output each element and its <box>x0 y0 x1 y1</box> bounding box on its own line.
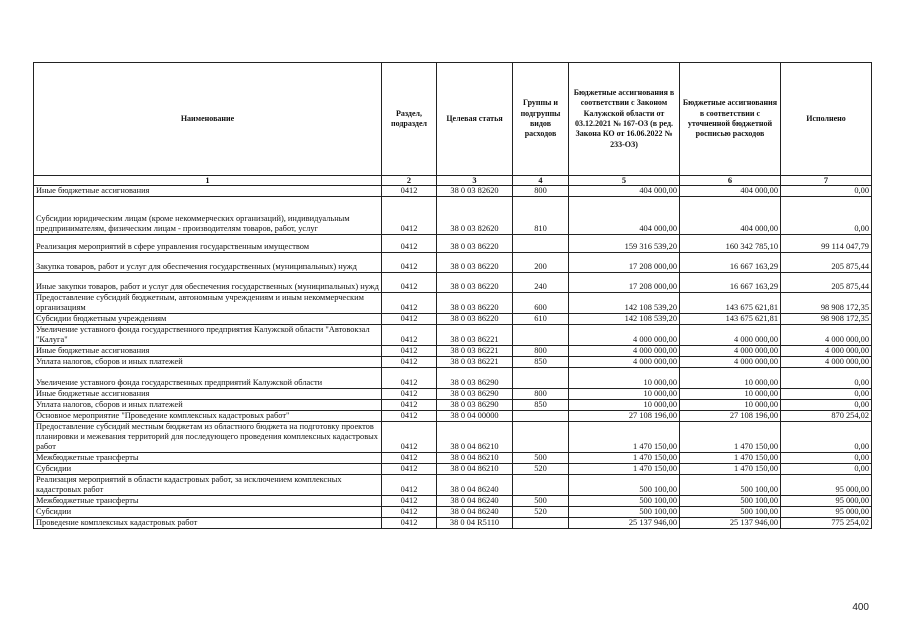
row-refined-amount: 404 000,00 <box>680 186 781 197</box>
row-law-amount: 17 208 000,00 <box>569 253 680 273</box>
row-expense-group <box>513 475 569 496</box>
row-law-amount: 1 470 150,00 <box>569 464 680 475</box>
header-executed: Исполнено <box>781 63 872 176</box>
row-name: Уплата налогов, сборов и иных платежей <box>34 400 382 411</box>
row-refined-amount: 143 675 621,81 <box>680 293 781 314</box>
row-executed-amount: 0,00 <box>781 186 872 197</box>
row-expense-group: 610 <box>513 314 569 325</box>
row-expense-group: 800 <box>513 389 569 400</box>
row-executed-amount: 775 254,02 <box>781 518 872 529</box>
table-row <box>34 293 872 314</box>
row-name: Субсидии бюджетным учреждениям <box>34 314 382 325</box>
table-row <box>34 325 872 346</box>
row-executed-amount: 205 875,44 <box>781 273 872 293</box>
row-refined-amount: 10 000,00 <box>680 389 781 400</box>
row-law-amount: 159 316 539,20 <box>569 235 680 253</box>
row-refined-amount: 500 100,00 <box>680 475 781 496</box>
column-number: 3 <box>437 176 513 186</box>
row-section: 0412 <box>382 325 437 346</box>
row-section: 0412 <box>382 507 437 518</box>
row-section: 0412 <box>382 518 437 529</box>
row-expense-group: 520 <box>513 507 569 518</box>
row-section: 0412 <box>382 273 437 293</box>
row-expense-group <box>513 368 569 389</box>
row-expense-group: 850 <box>513 400 569 411</box>
row-target-article: 38 0 04 86240 <box>437 507 513 518</box>
row-law-amount: 500 100,00 <box>569 475 680 496</box>
budget-table <box>33 62 872 529</box>
row-target-article: 38 0 03 82620 <box>437 186 513 197</box>
table-row <box>34 411 872 422</box>
row-section: 0412 <box>382 293 437 314</box>
row-executed-amount: 870 254,02 <box>781 411 872 422</box>
row-expense-group: 520 <box>513 464 569 475</box>
table-row <box>34 368 872 389</box>
row-executed-amount: 98 908 172,35 <box>781 293 872 314</box>
table-row <box>34 186 872 197</box>
row-executed-amount: 4 000 000,00 <box>781 325 872 346</box>
row-expense-group: 500 <box>513 453 569 464</box>
row-target-article: 38 0 04 86210 <box>437 453 513 464</box>
row-target-article: 38 0 03 86221 <box>437 325 513 346</box>
row-section: 0412 <box>382 314 437 325</box>
page-number: 400 <box>852 602 869 613</box>
row-refined-amount: 1 470 150,00 <box>680 453 781 464</box>
row-executed-amount: 0,00 <box>781 422 872 453</box>
row-executed-amount: 95 000,00 <box>781 507 872 518</box>
row-expense-group: 200 <box>513 253 569 273</box>
row-refined-amount: 4 000 000,00 <box>680 346 781 357</box>
row-name: Предоставление субсидий местным бюджетам из областного бюджета на подготовку проектов планировки и межевания территорий для последующего проведения комплексных кадастровых работ <box>34 422 382 453</box>
row-executed-amount: 99 114 047,79 <box>781 235 872 253</box>
row-law-amount: 10 000,00 <box>569 368 680 389</box>
row-executed-amount: 0,00 <box>781 464 872 475</box>
header-name: Наименование <box>34 63 382 176</box>
table-row <box>34 507 872 518</box>
row-executed-amount: 0,00 <box>781 197 872 235</box>
row-target-article: 38 0 04 86240 <box>437 496 513 507</box>
row-expense-group <box>513 235 569 253</box>
table-row <box>34 235 872 253</box>
table-row <box>34 314 872 325</box>
row-law-amount: 500 100,00 <box>569 496 680 507</box>
table-row <box>34 389 872 400</box>
row-refined-amount: 27 108 196,00 <box>680 411 781 422</box>
row-section: 0412 <box>382 422 437 453</box>
row-name: Межбюджетные трансферты <box>34 453 382 464</box>
row-section: 0412 <box>382 357 437 368</box>
row-name: Субсидии <box>34 507 382 518</box>
header-row <box>34 63 872 176</box>
row-expense-group <box>513 411 569 422</box>
row-refined-amount: 404 000,00 <box>680 197 781 235</box>
row-target-article: 38 0 03 86290 <box>437 368 513 389</box>
row-name: Иные закупки товаров, работ и услуг для обеспечения государственных (муниципальных) нужд <box>34 273 382 293</box>
row-refined-amount: 4 000 000,00 <box>680 325 781 346</box>
row-executed-amount: 0,00 <box>781 400 872 411</box>
table-row <box>34 400 872 411</box>
row-refined-amount: 10 000,00 <box>680 368 781 389</box>
row-target-article: 38 0 03 86220 <box>437 314 513 325</box>
row-name: Закупка товаров, работ и услуг для обеспечения государственных (муниципальных) нужд <box>34 253 382 273</box>
column-number: 4 <box>513 176 569 186</box>
row-refined-amount: 4 000 000,00 <box>680 357 781 368</box>
row-target-article: 38 0 04 00000 <box>437 411 513 422</box>
row-executed-amount: 0,00 <box>781 453 872 464</box>
row-target-article: 38 0 04 86210 <box>437 464 513 475</box>
header-section: Раздел, подраздел <box>382 63 437 176</box>
row-target-article: 38 0 03 86220 <box>437 235 513 253</box>
row-section: 0412 <box>382 411 437 422</box>
row-law-amount: 1 470 150,00 <box>569 453 680 464</box>
row-target-article: 38 0 04 86240 <box>437 475 513 496</box>
row-refined-amount: 1 470 150,00 <box>680 422 781 453</box>
column-number-row <box>34 176 872 186</box>
row-section: 0412 <box>382 197 437 235</box>
table-row <box>34 453 872 464</box>
row-law-amount: 4 000 000,00 <box>569 325 680 346</box>
row-expense-group: 850 <box>513 357 569 368</box>
row-law-amount: 142 108 539,20 <box>569 314 680 325</box>
row-target-article: 38 0 03 86220 <box>437 273 513 293</box>
row-target-article: 38 0 03 86290 <box>437 389 513 400</box>
row-expense-group: 800 <box>513 346 569 357</box>
row-executed-amount: 0,00 <box>781 368 872 389</box>
header-law-allocations: Бюджетные ассигнования в соответствии с Законом Калужской области от 03.12.2021 № 167-ОЗ (в ред. Закона КО от 16.06.2022 № 233-ОЗ) <box>569 63 680 176</box>
row-executed-amount: 95 000,00 <box>781 475 872 496</box>
header-refined-allocations: Бюджетные ассигнования в соответствии с уточненной бюджетной росписью расходов <box>680 63 781 176</box>
row-section: 0412 <box>382 496 437 507</box>
row-executed-amount: 4 000 000,00 <box>781 346 872 357</box>
column-number: 5 <box>569 176 680 186</box>
row-target-article: 38 0 03 86221 <box>437 357 513 368</box>
row-law-amount: 500 100,00 <box>569 507 680 518</box>
row-target-article: 38 0 04 86210 <box>437 422 513 453</box>
table-row <box>34 496 872 507</box>
row-law-amount: 4 000 000,00 <box>569 357 680 368</box>
row-section: 0412 <box>382 453 437 464</box>
row-name: Реализация мероприятий в сфере управления государственным имуществом <box>34 235 382 253</box>
row-section: 0412 <box>382 346 437 357</box>
row-name: Субсидии юридическим лицам (кроме некоммерческих организаций), индивидуальным предпринимателям, физическим лицам - производителям товаров, работ, услуг <box>34 197 382 235</box>
row-target-article: 38 0 03 82620 <box>437 197 513 235</box>
column-number: 1 <box>34 176 382 186</box>
table-row <box>34 346 872 357</box>
row-target-article: 38 0 03 86290 <box>437 400 513 411</box>
row-section: 0412 <box>382 475 437 496</box>
row-refined-amount: 25 137 946,00 <box>680 518 781 529</box>
row-law-amount: 142 108 539,20 <box>569 293 680 314</box>
row-expense-group <box>513 325 569 346</box>
row-executed-amount: 95 000,00 <box>781 496 872 507</box>
row-expense-group: 600 <box>513 293 569 314</box>
row-executed-amount: 205 875,44 <box>781 253 872 273</box>
row-name: Субсидии <box>34 464 382 475</box>
row-target-article: 38 0 03 86220 <box>437 293 513 314</box>
row-expense-group: 500 <box>513 496 569 507</box>
row-executed-amount: 98 908 172,35 <box>781 314 872 325</box>
column-number: 2 <box>382 176 437 186</box>
table-row <box>34 518 872 529</box>
row-law-amount: 25 137 946,00 <box>569 518 680 529</box>
table-row <box>34 357 872 368</box>
row-name: Иные бюджетные ассигнования <box>34 389 382 400</box>
row-name: Предоставление субсидий бюджетным, автономным учреждениям и иным некоммерческим организациям <box>34 293 382 314</box>
row-law-amount: 10 000,00 <box>569 400 680 411</box>
row-name: Иные бюджетные ассигнования <box>34 186 382 197</box>
column-number: 7 <box>781 176 872 186</box>
row-executed-amount: 4 000 000,00 <box>781 357 872 368</box>
row-target-article: 38 0 04 R5110 <box>437 518 513 529</box>
row-refined-amount: 10 000,00 <box>680 400 781 411</box>
table-row <box>34 197 872 235</box>
table-row <box>34 253 872 273</box>
row-refined-amount: 1 470 150,00 <box>680 464 781 475</box>
row-name: Основное мероприятие "Проведение комплексных кадастровых работ" <box>34 411 382 422</box>
row-name: Иные бюджетные ассигнования <box>34 346 382 357</box>
row-target-article: 38 0 03 86221 <box>437 346 513 357</box>
row-section: 0412 <box>382 253 437 273</box>
row-law-amount: 27 108 196,00 <box>569 411 680 422</box>
row-law-amount: 1 470 150,00 <box>569 422 680 453</box>
row-name: Увеличение уставного фонда государственных предприятий Калужской области <box>34 368 382 389</box>
table-row <box>34 273 872 293</box>
row-law-amount: 10 000,00 <box>569 389 680 400</box>
row-section: 0412 <box>382 400 437 411</box>
header-target-article: Целевая статья <box>437 63 513 176</box>
row-expense-group: 240 <box>513 273 569 293</box>
table-row <box>34 475 872 496</box>
row-expense-group <box>513 422 569 453</box>
row-section: 0412 <box>382 464 437 475</box>
table-row <box>34 422 872 453</box>
row-law-amount: 404 000,00 <box>569 197 680 235</box>
row-refined-amount: 16 667 163,29 <box>680 253 781 273</box>
row-refined-amount: 160 342 785,10 <box>680 235 781 253</box>
row-law-amount: 404 000,00 <box>569 186 680 197</box>
row-refined-amount: 500 100,00 <box>680 507 781 518</box>
column-number: 6 <box>680 176 781 186</box>
row-section: 0412 <box>382 389 437 400</box>
row-refined-amount: 500 100,00 <box>680 496 781 507</box>
row-expense-group <box>513 518 569 529</box>
row-expense-group: 800 <box>513 186 569 197</box>
row-name: Межбюджетные трансферты <box>34 496 382 507</box>
table-row <box>34 464 872 475</box>
row-name: Увеличение уставного фонда государственного предприятия Калужской области "Автовокзал "Калуга" <box>34 325 382 346</box>
row-name: Проведение комплексных кадастровых работ <box>34 518 382 529</box>
row-refined-amount: 16 667 163,29 <box>680 273 781 293</box>
row-refined-amount: 143 675 621,81 <box>680 314 781 325</box>
row-name: Реализация мероприятий в области кадастровых работ, за исключением комплексных кадастровых работ <box>34 475 382 496</box>
row-name: Уплата налогов, сборов и иных платежей <box>34 357 382 368</box>
header-expense-group: Группы и подгруппы видов расходов <box>513 63 569 176</box>
row-section: 0412 <box>382 186 437 197</box>
row-target-article: 38 0 03 86220 <box>437 253 513 273</box>
row-section: 0412 <box>382 368 437 389</box>
row-expense-group: 810 <box>513 197 569 235</box>
row-law-amount: 17 208 000,00 <box>569 273 680 293</box>
row-section: 0412 <box>382 235 437 253</box>
row-law-amount: 4 000 000,00 <box>569 346 680 357</box>
row-executed-amount: 0,00 <box>781 389 872 400</box>
